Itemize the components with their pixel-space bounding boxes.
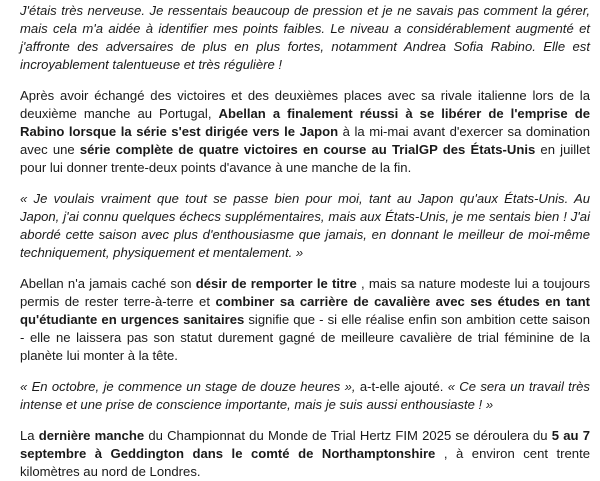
text: La [20,428,39,443]
text: à la mi-mai avant d'exercer sa domination avec une [20,124,590,157]
text: , mais sa nature modeste lui a toujours permis de rester terre-à-terre et [20,276,590,309]
text: en juillet pour lui donner trente-deux points d'avance à une manche de la fin. [20,142,590,175]
text: , à environ cent trente kilomètres au nord de Londres. [20,446,590,479]
quote-text: « En octobre, je commence un stage de douze heures », [20,379,360,394]
quote-paragraph-3 [20,190,590,262]
text: du Championnat du Monde de Trial Hertz FIM 2025 se déroulera du [144,428,552,443]
paragraph-2 [20,87,590,177]
quote-text: « Je voulais vraiment que tout se passe bien pour moi, tant au Japon qu'aux États-Unis. Au Japon, j'ai connu quelques échecs supplémentaires, mais aux États-Unis, je me sentais bien ! J'ai abordé cette saison avec plus d'enthousiasme que jamais, en donnant le meilleur de moi-même techniquement, physiquement et mentalement. » [20,191,590,260]
bold-text: Abellan a finalement réussi à se libérer de l'emprise de Rabino lorsque la série s'est dirigée vers le Japon [20,106,590,139]
bold-text: dernière manche [38,428,145,443]
paragraph-5 [20,378,590,414]
text: Après avoir échangé des victoires et des deuxièmes places avec sa rivale italienne lors de la deuxième manche au Portugal, [20,88,590,121]
paragraph-6 [20,427,590,481]
bold-text: 5 au 7 septembre à Geddington dans le comté de Northamptonshire [20,428,590,461]
paragraph-4 [20,275,590,365]
quote-text: J'étais très nerveuse. Je ressentais beaucoup de pression et je ne savais pas comment la gérer, mais cela m'a aidée à identifier mes points faibles. Le niveau a considérablement augmenté et j'affronte des adversaires de plus en plus fortes, notamment Andrea Sofia Rabino. Elle est incroyablement talentueuse et très régulière ! [20,3,590,72]
text: a-t-elle ajouté. [359,379,444,394]
bold-text: série complète de quatre victoires en course au TrialGP des États-Unis [79,142,536,157]
quote-paragraph-1 [20,2,590,74]
bold-text: désir de remporter le titre [195,276,357,291]
quote-text: « Ce sera un travail très intense et une prise de conscience importante, mais je suis aussi enthousiaste ! » [20,379,590,412]
bold-text: combiner sa carrière de cavalière avec ses études en tant qu'étudiante en urgences sanitaires [20,294,590,327]
text: Abellan n'a jamais caché son [20,276,196,291]
text: signifie que - si elle réalise enfin son ambition cette saison - elle ne laissera pas son statut durement gagné de meilleure cavalière de trial féminine de la planète lui monter à la tête. [20,312,590,363]
